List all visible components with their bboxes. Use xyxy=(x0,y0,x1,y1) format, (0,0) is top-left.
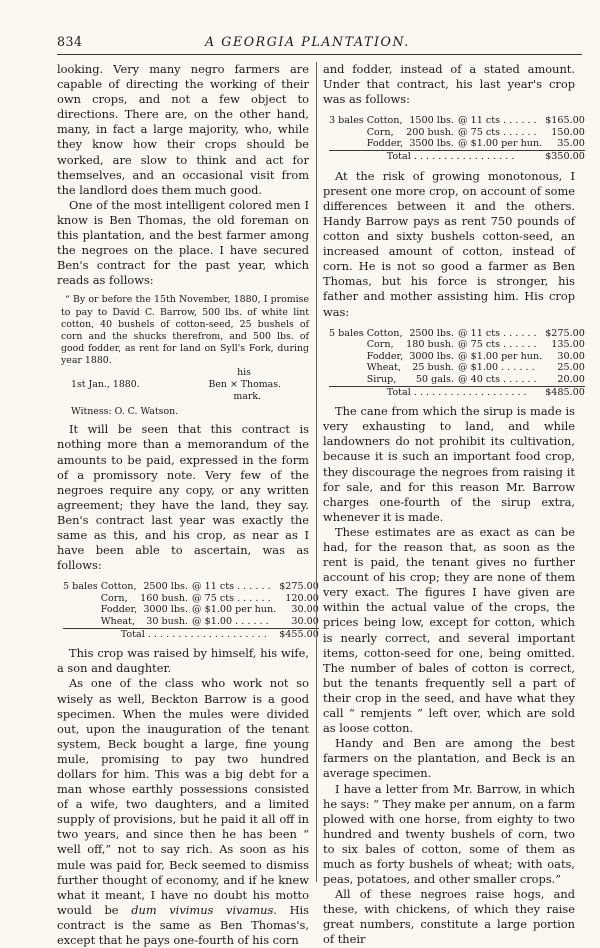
crop-total-spacer xyxy=(329,386,367,398)
crop-total-label: Total . . . . . . . . . . . . . . . . . xyxy=(386,151,515,163)
crop-total-value: $350.00 xyxy=(545,151,585,163)
crop-lead xyxy=(329,339,367,351)
crop-qty: 1500 lbs. xyxy=(409,115,454,127)
crop-total-row xyxy=(329,151,585,163)
crop-value: 35.00 xyxy=(545,138,585,150)
crop-lead xyxy=(329,351,367,363)
paragraph: At the risk of growing monotonous, I present one more crop, on account of some differences between it and the others. Handy Barrow pays as rent 750 pounds of cotton and sixty bushels cotton-seed, an increased amount of cotton, instead of corn. He is not so good a farmer as Ben Thomas, but his force is stronger, his father and mother assisting him. His crop was: xyxy=(323,168,575,319)
paragraph: This crop was raised by himself, his wife, a son and daughter. xyxy=(57,646,309,676)
crop-item: Cotton, xyxy=(100,581,137,593)
header-rule xyxy=(57,54,582,55)
crop-rate: @ 11 cts . . . . . . xyxy=(457,115,537,127)
left-column xyxy=(57,62,319,948)
crop-rate: @ $1.00 per hun. xyxy=(457,350,543,362)
crop-item: Wheat, xyxy=(366,362,402,374)
crop-item: Cotton, xyxy=(366,115,403,127)
crop-table-ben xyxy=(63,581,319,640)
paragraph: The cane from which the sirup is made is very exhausting to land, and while landowners do not prohibit its cultivation, because it is such an important food crop, they discourage the negroes from raising it for sale, and for this reason Mr. Barrow charges one-fourth of the sirup extra, whenever it is made. xyxy=(323,404,575,524)
paragraph-text: As one of the class who work not so wisely as well, Beckton Barrow is a good specimen. When the mules were divided out, upon the inauguration of the tenant system, Beck bought a large, fine young mule, promising to pay two hundred dollars for him. This was a big debt for a man whose earthly possessions consisted of a wife, two daughters, and a limited supply of provisions, but he paid it all off in two years, and since then he has been “ well off,” not to say rich. As soon as his mule was paid for, Beck seemed to dismiss further thought of economy, and if he knew what it meant, I have no doubt his motto would be xyxy=(57,676,309,917)
contract-witness: Witness: O. C. Watson. xyxy=(71,406,179,418)
crop-value: 30.00 xyxy=(557,350,585,362)
crop-rate: @ $1.00 per hun. xyxy=(191,604,277,616)
crop-value: 25.00 xyxy=(557,362,585,374)
crop-value: 135.00 xyxy=(551,339,585,351)
crop-item: Fodder, xyxy=(367,138,406,150)
crop-lead xyxy=(63,604,101,616)
contract-signer: Ben × Thomas. xyxy=(208,379,281,391)
crop-item: Corn, xyxy=(366,126,394,138)
crop-qty: 3000 lbs. xyxy=(143,604,188,616)
crop-row xyxy=(329,339,585,351)
crop-row xyxy=(63,593,319,605)
crop-value: $275.00 xyxy=(545,327,585,339)
crop-item: Wheat, xyxy=(101,616,140,628)
crop-rate: @ 11 cts . . . . . . xyxy=(457,327,537,339)
crop-row xyxy=(329,127,585,139)
crop-row xyxy=(329,138,585,150)
crop-lead xyxy=(329,127,367,139)
crop-total-spacer xyxy=(63,628,101,640)
crop-lead: 5 bales xyxy=(63,581,98,593)
crop-item: Corn, xyxy=(366,339,394,351)
paragraph: and fodder, instead of a stated amount. Under that contract, his last year's crop was as follows: xyxy=(323,62,575,107)
crop-lead xyxy=(329,374,367,386)
crop-total-value: $455.00 xyxy=(279,628,319,640)
crop-row xyxy=(329,362,585,374)
crop-rate: @ 75 cts . . . . . . xyxy=(457,126,537,138)
crop-value: 20.00 xyxy=(545,374,585,386)
crop-value: $275.00 xyxy=(279,581,319,593)
crop-lead: 5 bales xyxy=(329,327,364,339)
crop-rate: @ $1.00 per hun. xyxy=(458,138,545,150)
paragraph xyxy=(57,676,309,948)
crop-value: $165.00 xyxy=(545,115,585,127)
page-number: 834 xyxy=(57,34,83,49)
contract-text: “ By or before the 15th November, 1880, I promise to pay to David C. Barrow, 500 lbs. of white lint cotton, 40 bushels of cotton-seed, 25 bushels of corn and the shucks therefrom, and 500 lbs. of good fodder, as rent for land on Syll's Fork, during year 1880. xyxy=(61,294,309,366)
crop-item: Fodder, xyxy=(366,350,404,362)
crop-lead xyxy=(329,362,367,374)
right-column xyxy=(323,62,585,948)
crop-qty: 25 bush. xyxy=(412,362,454,374)
paragraph: One of the most intelligent colored men I know is Ben Thomas, the old foreman on this plantation, and the best farmer among the negroes on the place. I have secured Ben's contract for the past year, which reads as follows: xyxy=(57,197,309,288)
crop-table-beck xyxy=(329,115,585,162)
crop-total-label: Total . . . . . . . . . . . . . . . . . . . . xyxy=(120,628,267,640)
crop-row xyxy=(329,328,585,340)
crop-value: 30.00 xyxy=(279,616,319,628)
contract-date: 1st Jan., 1880. xyxy=(71,379,140,391)
crop-value: 150.00 xyxy=(551,126,585,138)
crop-qty: 2500 lbs. xyxy=(143,581,188,593)
crop-qty: 2500 lbs. xyxy=(409,327,454,339)
crop-item: Cotton, xyxy=(366,327,403,339)
crop-lead xyxy=(329,138,367,150)
crop-rate: @ $1.00 . . . . . . xyxy=(457,362,535,374)
crop-total-label: Total . . . . . . . . . . . . . . . . . . . xyxy=(386,386,527,398)
crop-item: Fodder, xyxy=(100,604,138,616)
running-title: A GEORGIA PLANTATION. xyxy=(205,34,410,49)
paragraph: Handy and Ben are among the best farmers on the plantation, and Beck is an average specimen. xyxy=(323,736,575,781)
crop-total-spacer xyxy=(329,151,367,163)
crop-total-row xyxy=(63,628,319,640)
paragraph-text: His contract is the same as Ben Thomas's, except that he pays one-fourth of his corn xyxy=(57,902,310,948)
crop-qty: 180 bush. xyxy=(406,339,454,351)
crop-qty: 3000 lbs. xyxy=(409,350,454,362)
crop-qty: 30 bush. xyxy=(140,616,192,628)
crop-qty: 3500 lbs. xyxy=(406,138,458,150)
crop-value: 30.00 xyxy=(291,604,319,616)
latin-motto: dum vivimus vivamus. xyxy=(131,902,277,917)
crop-row xyxy=(329,115,585,127)
crop-lead: 3 bales xyxy=(329,115,364,127)
crop-lead xyxy=(63,593,101,605)
crop-total-row xyxy=(329,386,585,398)
page-header xyxy=(57,34,580,54)
crop-qty: 50 gals. xyxy=(406,374,458,386)
paragraph: looking. Very many negro farmers are capable of directing the working of their own crops, and not a few object to directions. There are, on the other hand, many, in fact a large majority, who, while they know how their crops should be worked, are slow to think and act for themselves, and an occasional visit from the landlord does them much good. xyxy=(57,62,309,197)
crop-qty: 200 bush. xyxy=(406,126,454,138)
contract-his: his xyxy=(237,366,251,378)
crop-row xyxy=(329,374,585,386)
contract-signature-line xyxy=(61,379,309,391)
contract-quote xyxy=(61,294,309,418)
crop-rate: @ 40 cts . . . . . . xyxy=(458,374,545,386)
paragraph: These estimates are as exact as can be had, for the reason that, as soon as the rent is paid, the tenant gives no further account of his crop; they are none of them very exact. The figures I have given are within the actual value of the crops, the prices being low, except for cotton, which is nearly correct, and several important items, cotton-seed for one, being omitted. The number of bales of cotton is correct, but the tenants frequently sell a part of their crop in the seed, and have what they call “ remjents ” left over, which are sold as loose cotton. xyxy=(323,524,575,736)
crop-rate: @ 75 cts . . . . . . xyxy=(191,592,271,604)
crop-rate: @ 11 cts . . . . . . xyxy=(191,581,271,593)
contract-mark: mark. xyxy=(233,391,261,403)
crop-row xyxy=(329,351,585,363)
crop-item: Corn, xyxy=(100,592,128,604)
crop-item: Sirup, xyxy=(367,374,406,386)
crop-value: 120.00 xyxy=(285,592,319,604)
crop-lead xyxy=(63,616,101,628)
crop-qty: 160 bush. xyxy=(140,592,188,604)
paragraph: All of these negroes raise hogs, and these, with chickens, of which they raise great numbers, constitute a large portion of their xyxy=(323,887,575,947)
paragraph: It will be seen that this contract is nothing more than a memorandum of the amounts to be paid, expressed in the form of a promissory note. Very few of the negroes require any copy, or any written agreement; they have the land, they say. Ben's contract last year was exactly the same as this, and his crop, as near as I have been able to ascertain, was as follows: xyxy=(57,422,309,573)
crop-row xyxy=(63,604,319,616)
crop-table-handy xyxy=(329,328,585,399)
paragraph: I have a letter from Mr. Barrow, in which he says: “ They make per annum, on a farm plowed with one horse, from eighty to two hundred and twenty bushels of corn, two to six bales of cotton, some of them as much as forty bushels of wheat; with oats, peas, potatoes, and other smaller crops.” xyxy=(323,781,575,887)
crop-row xyxy=(63,616,319,628)
crop-row xyxy=(63,581,319,593)
crop-total-value: $485.00 xyxy=(545,386,585,398)
crop-rate: @ 75 cts . . . . . . xyxy=(457,339,537,351)
column-divider xyxy=(316,62,317,882)
crop-rate: @ $1.00 . . . . . . xyxy=(192,616,279,628)
